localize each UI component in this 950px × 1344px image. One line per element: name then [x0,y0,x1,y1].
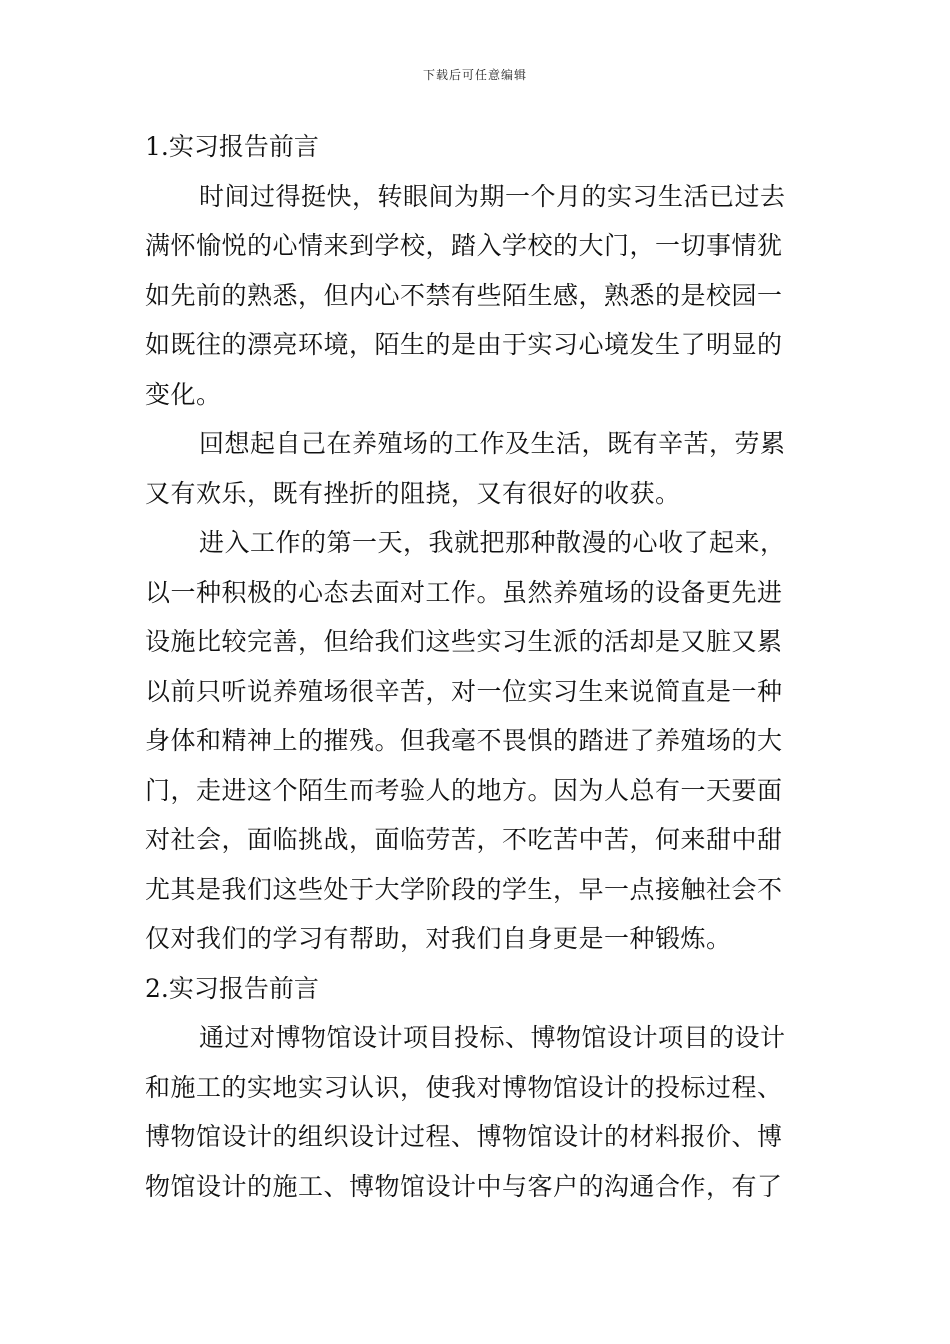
paragraph [145,172,805,420]
paragraph-line: 满怀愉悦的心情来到学校，踏入学校的大门，一切事情犹 [145,231,783,260]
paragraph [145,518,805,964]
paragraph-line: 身体和精神上的摧残。但我毫不畏惧的踏进了养殖场的大 [145,726,783,755]
paragraph-line: 进入工作的第一天，我就把那种散漫的心收了起来， [199,528,786,557]
paragraph-line: 又有欢乐，既有挫折的阻挠，又有很好的收获。 [145,478,681,508]
section-2 [145,964,805,1212]
paragraph-line: 和施工的实地实习认识，使我对博物馆设计的投标过程、 [145,1072,783,1102]
document-body [145,122,805,1211]
paragraph-line: 如先前的熟悉，但内心不禁有些陌生感，熟悉的是校园一 [145,280,783,310]
paragraph-line: 回想起自己在养殖场的工作及生活，既有辛苦，劳累 [199,429,786,458]
paragraph-line: 门，走进这个陌生而考验人的地方。因为人总有一天要面 [145,775,783,805]
paragraph-line: 物馆设计的施工、博物馆设计中与客户的沟通合作，有了 [145,1171,783,1201]
header-note: 下载后可任意编辑 [422,68,527,82]
paragraph-line: 通过对博物馆设计项目投标、博物馆设计项目的设计 [199,1023,786,1052]
section-1 [145,122,805,964]
section-heading: 1.实习报告前言 [145,132,319,161]
paragraph-line: 博物馆设计的组织设计过程、博物馆设计的材料报价、博 [145,1122,783,1151]
paragraph-line: 变化。 [145,379,222,409]
paragraph-line: 以一种积极的心态去面对工作。虽然养殖场的设备更先进 [145,577,783,607]
paragraph-line: 设施比较完善，但给我们这些实习生派的活却是又脏又累 [145,627,783,656]
section-heading: 2.实习报告前言 [145,973,319,1003]
paragraph-line: 以前只听说养殖场很辛苦，对一位实习生来说简直是一种 [145,676,783,706]
paragraph [145,419,805,518]
paragraph-line: 对社会，面临挑战，面临劳苦，不吃苦中苦，何来甜中甜 [145,825,783,854]
paragraph-line: 时间过得挺快，转眼间为期一个月的实习生活已过去 [199,181,786,211]
paragraph-line: 如既往的漂亮环境，陌生的是由于实习心境发生了明显的 [145,330,783,359]
paragraph [145,1013,805,1211]
paragraph-line: 尤其是我们这些处于大学阶段的学生，早一点接触社会不 [145,874,783,904]
paragraph-line: 仅对我们的学习有帮助，对我们自身更是一种锻炼。 [145,924,732,953]
